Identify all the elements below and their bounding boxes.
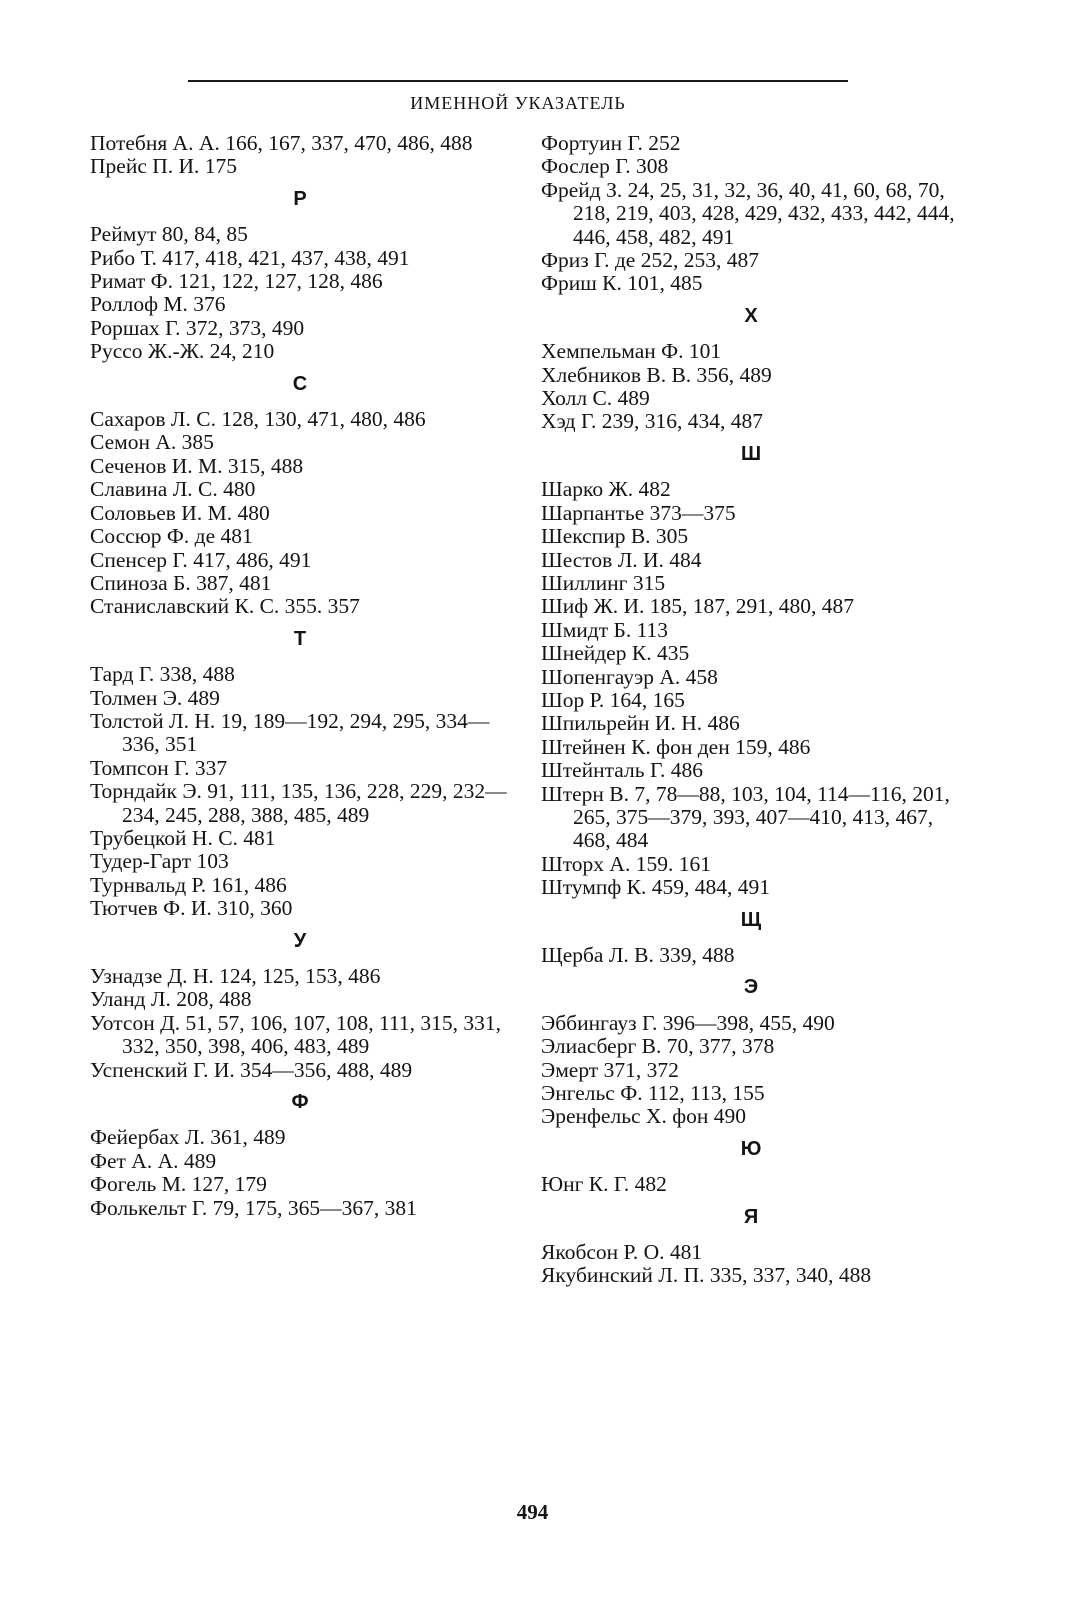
- index-entry: Хэд Г. 239, 316, 434, 487: [541, 409, 763, 434]
- index-entry: Фолькельт Г. 79, 175, 365—367, 381: [90, 1195, 417, 1220]
- index-entry: Уланд Л. 208, 488: [90, 987, 252, 1012]
- section-letter-heading: У: [293, 929, 307, 952]
- page-number: 494: [516, 1500, 549, 1524]
- index-entry: Тудер-Гарт 103: [90, 849, 229, 874]
- index-entry: Холл С. 489: [541, 386, 650, 411]
- index-entry: Торндайк Э. 91, 111, 135, 136, 228, 229, 232—234, 245, 288, 388, 485, 489: [90, 779, 507, 827]
- index-entry: Тард Г. 338, 488: [90, 662, 235, 687]
- index-entry: Эббингауз Г. 396—398, 455, 490: [541, 1010, 835, 1035]
- index-entry: Шор Р. 164, 165: [541, 687, 685, 712]
- index-entry: Шарпантье 373—375: [541, 500, 736, 525]
- index-entry: Фриш К. 101, 485: [541, 271, 703, 296]
- index-entry: Шарко Ж. 482: [541, 477, 671, 502]
- index-entry: Руссо Ж.-Ж. 24, 210: [90, 339, 275, 364]
- section-letter-heading: Щ: [740, 908, 762, 931]
- index-entry: Фортуин Г. 252: [541, 131, 681, 155]
- index-entry: Сеченов И. М. 315, 488: [90, 453, 304, 478]
- index-entry: Фрейд З. 24, 25, 31, 32, 36, 40, 41, 60, 68, 70, 218, 219, 403, 428, 429, 432, 433, 442, 444, 446, 458, 482, 491: [541, 177, 955, 249]
- section-letter-heading: С: [292, 372, 308, 395]
- index-entry: Римат Ф. 121, 122, 127, 128, 486: [90, 269, 383, 294]
- section-letter-heading: Ш: [740, 442, 762, 465]
- index-entry: Якобсон Р. О. 481: [541, 1240, 703, 1265]
- index-entry: Спенсер Г. 417, 486, 491: [90, 547, 312, 572]
- index-entry: Шнейдер К. 435: [541, 641, 690, 666]
- index-entry: Шекспир В. 305: [541, 524, 689, 549]
- index-entry: Роршах Г. 372, 373, 490: [90, 315, 305, 340]
- index-entry: Потебня А. А. 166, 167, 337, 470, 486, 488: [90, 131, 473, 155]
- index-entry: Прейс П. И. 175: [90, 154, 238, 179]
- index-entry: Юнг К. Г. 482: [541, 1172, 667, 1197]
- index-entry: Шторх А. 159. 161: [541, 851, 711, 876]
- index-entry: Роллоф М. 376: [90, 292, 226, 317]
- section-letter-heading: Х: [744, 304, 758, 327]
- index-entry: Эмерт 371, 372: [541, 1057, 679, 1082]
- index-entry: Тютчев Ф. И. 310, 360: [90, 896, 293, 921]
- index-entry: Уотсон Д. 51, 57, 106, 107, 108, 111, 315, 331, 332, 350, 398, 406, 483, 489: [90, 1010, 502, 1059]
- index-entry: Хлебников В. В. 356, 489: [541, 362, 772, 387]
- index-entry: Эренфельс Х. фон 490: [541, 1104, 747, 1129]
- index-entry: Сахаров Л. С. 128, 130, 471, 480, 486: [90, 407, 426, 432]
- index-entry: Толмен Э. 489: [90, 685, 220, 710]
- index-entry: Шпильрейн И. Н. 486: [541, 711, 740, 736]
- index-entry: Фослер Г. 308: [541, 154, 669, 179]
- index-entry: Штерн В. 7, 78—88, 103, 104, 114—116, 201, 265, 375—379, 393, 407—410, 413, 467, 468, 484: [541, 781, 950, 853]
- index-entry: Трубецкой Н. С. 481: [90, 825, 276, 850]
- index-entry: Фриз Г. де 252, 253, 487: [541, 248, 759, 273]
- index-entry: Шмидт Б. 113: [541, 617, 669, 642]
- index-entry: Шиллинг 315: [541, 570, 666, 595]
- index-entry: Шиф Ж. И. 185, 187, 291, 480, 487: [541, 594, 855, 619]
- section-letter-heading: Э: [743, 976, 759, 999]
- index-entry: Соловьев И. М. 480: [90, 500, 270, 525]
- section-letter-heading: Я: [743, 1205, 759, 1228]
- index-entry: Славина Л. С. 480: [90, 477, 256, 502]
- index-entry: Томпсон Г. 337: [90, 755, 228, 780]
- running-title: ИМЕННОЙ УКАЗАТЕЛЬ: [410, 93, 626, 113]
- index-entry: Станиславский К. С. 355. 357: [90, 594, 360, 619]
- index-entry: Штейнен К. фон ден 159, 486: [541, 734, 811, 759]
- index-entry: Реймут 80, 84, 85: [90, 222, 248, 247]
- index-entry: Узнадзе Д. Н. 124, 125, 153, 486: [90, 964, 381, 988]
- index-entry: Семон А. 385: [90, 430, 214, 455]
- header-rule: [188, 80, 848, 82]
- index-entry: Фет А. А. 489: [90, 1148, 217, 1173]
- index-entry: Спиноза Б. 387, 481: [90, 570, 272, 595]
- section-letter-heading: Ю: [740, 1137, 762, 1160]
- index-column-left: [90, 132, 510, 1220]
- index-entry: Шестов Л. И. 484: [541, 547, 702, 572]
- index-entry: Соссюр Ф. де 481: [90, 524, 253, 549]
- index-entry: Хемпельман Ф. 101: [541, 339, 722, 364]
- index-entry: Элиасберг В. 70, 377, 378: [541, 1034, 775, 1059]
- index-entry: Турнвальд Р. 161, 486: [90, 872, 287, 897]
- index-entry: Фогель М. 127, 179: [90, 1172, 267, 1197]
- index-entry: Щерба Л. В. 339, 488: [541, 943, 735, 967]
- index-entry: Рибо Т. 417, 418, 421, 437, 438, 491: [90, 245, 410, 270]
- index-entry: Фейербах Л. 361, 489: [90, 1125, 286, 1150]
- section-letter-heading: Р: [293, 187, 307, 210]
- index-entry: Штумпф К. 459, 484, 491: [541, 875, 771, 900]
- index-entry: Энгельс Ф. 112, 113, 155: [541, 1081, 765, 1106]
- index-entry: Успенский Г. И. 354—356, 488, 489: [90, 1057, 413, 1082]
- index-entry: Толстой Л. Н. 19, 189—192, 294, 295, 334—336, 351: [90, 708, 490, 757]
- index-column-right: [541, 132, 961, 1288]
- section-letter-heading: Ф: [291, 1091, 309, 1114]
- index-entry: Штейнталь Г. 486: [541, 758, 703, 783]
- index-entry: Шопенгауэр А. 458: [541, 664, 718, 689]
- index-entry: Якубинский Л. П. 335, 337, 340, 488: [541, 1263, 872, 1288]
- section-letter-heading: Т: [293, 627, 307, 650]
